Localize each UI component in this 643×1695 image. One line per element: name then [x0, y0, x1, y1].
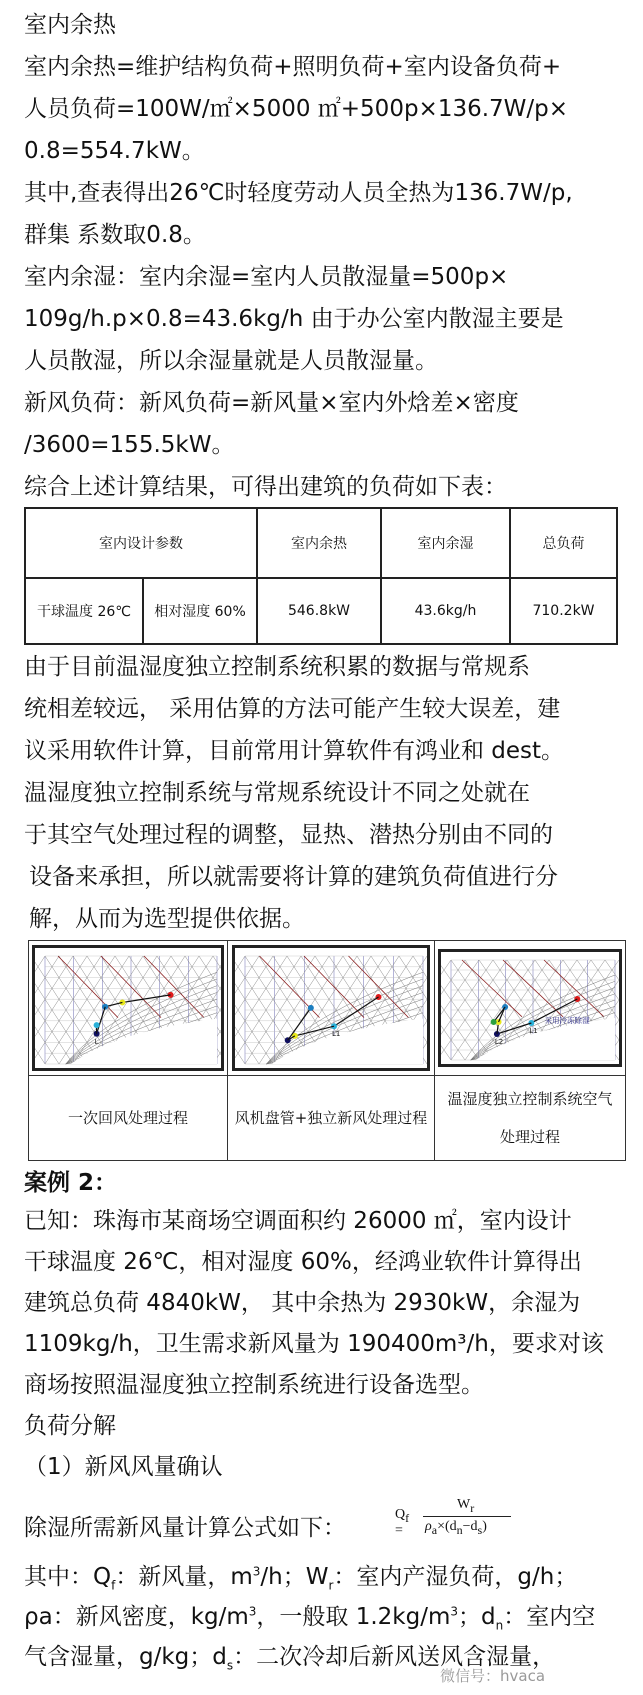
subheading-load-decomposition: 负荷分解 [24, 1413, 116, 1439]
header-cell: 总负荷 [510, 508, 617, 578]
state-point [94, 1022, 100, 1028]
point-label: L1 [332, 1030, 341, 1039]
text-line: 气含湿量，g/kg；$d_s$：二次冷却后新风送风含湿量， [24, 1644, 556, 1673]
text-line: 109g/h.p×0.8=43.6kg/h 由于办公室内散湿主要是 [24, 306, 564, 332]
cell: 546.8kW [257, 578, 381, 644]
text-line: 综合上述计算结果，可得出建筑的负荷如下表： [24, 474, 507, 500]
table-row [25, 578, 617, 644]
text-line: 设备来承担，所以就需要将计算的建筑负荷值进行分 [29, 864, 558, 890]
text-line: 由于目前温湿度独立控制系统积累的数据与常规系 [24, 654, 530, 680]
text-line: 人员负荷=100W/㎡×5000 ㎡+500p×136.7W/p× [24, 96, 569, 122]
cell: 43.6kg/h [381, 578, 510, 644]
load-table [24, 507, 618, 645]
text-line: 1109kg/h，卫生需求新风量为 190400m³/h，要求对该 [24, 1331, 604, 1357]
definitions [24, 1557, 624, 1677]
text-line: 议采用软件计算，目前常用计算软件有鸿业和 dest。 [24, 738, 565, 764]
section-3 [24, 1201, 624, 1488]
text-line: 于其空气处理过程的调整，显热、潜热分别由不同的 [24, 822, 553, 848]
text-line: 干球温度 26℃，相对湿度 60%，经鸿业软件计算得出 [24, 1249, 582, 1275]
formula-intro: 除湿所需新风量计算公式如下： [24, 1515, 346, 1541]
cell: 相对湿度 60% [143, 578, 257, 644]
text-line: 0.8=554.7kW。 [24, 138, 205, 164]
enthalpy-line [544, 960, 604, 1017]
caption: 一次回风处理过程 [29, 1076, 228, 1161]
text-line: 温湿度独立控制系统与常规系统设计不同之处就在 [24, 780, 530, 806]
section-1 [24, 4, 624, 508]
header-cell: 室内余湿 [381, 508, 510, 578]
process-line [295, 1026, 334, 1036]
section-2 [24, 646, 624, 940]
enthalpy-line [349, 956, 409, 1018]
humidity-line [619, 960, 622, 1060]
cell: 710.2kW [510, 578, 617, 644]
case-2-heading: 案例 2： [24, 1170, 118, 1196]
text-line: 统相差较远， 采用估算的方法可能产生较大误差，建 [24, 696, 561, 722]
text-line: 已知：珠海市某商场空调面积约 26000 ㎡，室内设计 [24, 1208, 572, 1234]
heading-indoor-heat: 室内余热 [24, 12, 116, 38]
table-header-row [25, 508, 617, 578]
text-line: 人员散湿，所以余湿量就是人员散湿量。 [24, 348, 438, 374]
enthalpy-line [144, 956, 204, 1018]
text-line: 室内余湿：室内余湿=室内人员散湿量=500p× [24, 264, 509, 290]
humidity-line [438, 960, 451, 1060]
enthalpy-line [427, 956, 430, 1064]
state-point [574, 996, 580, 1002]
point-label: L [94, 1037, 99, 1046]
enthalpy-line [32, 956, 45, 1064]
point-label: L2 [494, 1038, 504, 1046]
header-cell: 室内余热 [257, 508, 381, 578]
text-line: 解，从而为选型提供依据。 [29, 906, 305, 932]
psychrometric-chart-thic [438, 949, 622, 1067]
humidity-line [427, 956, 430, 1064]
subheading-fresh-air-volume: （1）新风风量确认 [24, 1454, 223, 1480]
watermark: 微信号：hvaca [440, 1667, 546, 1685]
process-table [28, 940, 626, 1161]
psychrometric-chart-primary-return-air [32, 945, 224, 1071]
text-line: 建筑总负荷 4840kW， 其中余热为 2930kW，余湿为 [24, 1290, 581, 1316]
state-point [376, 994, 382, 1000]
enthalpy-line [438, 960, 451, 1060]
saturation-mask [272, 1019, 423, 1064]
text-line: 其中：$Q_f$：新风量，$m^3/h$；$W_r$：室内产湿负荷，g/h； [24, 1564, 578, 1593]
text-line: 室内余热=维护结构负荷+照明负荷+室内设备负荷+ [24, 54, 562, 80]
psychrometric-chart-fan-coil-fresh-air [232, 945, 430, 1071]
text-line: 商场按照温湿度独立控制系统进行设备选型。 [24, 1372, 484, 1398]
enthalpy-line [619, 960, 622, 1060]
humidity-line [232, 956, 245, 1064]
point-label: L1 [529, 1027, 538, 1035]
humidity-line [32, 956, 45, 1064]
enthalpy-line [232, 956, 245, 1064]
text-line: /3600=155.5kW。 [24, 432, 235, 458]
caption: 温湿度独立控制系统空气 处理过程 [435, 1076, 626, 1161]
text-line: ρa：新风密度，$kg/m^3$，一般取 $1.2kg/m^3$；$d_n$：室内空 [24, 1604, 596, 1633]
text-line: 其中,查表得出26℃时轻度劳动人员全热为136.7W/p, [24, 180, 573, 206]
text-line: 新风负荷：新风负荷=新风量×室内外焓差×密度 [24, 390, 519, 416]
state-point [308, 1005, 314, 1011]
saturation-mask [71, 1019, 217, 1064]
state-point [491, 1019, 497, 1025]
chart-note: 采用冷冻除湿 [544, 1016, 590, 1025]
text-line: 群集 系数取0.8。 [24, 222, 206, 248]
caption: 风机盘管+独立新风处理过程 [228, 1076, 435, 1161]
cell: 干球温度 26℃ [25, 578, 143, 644]
header-cell: 室内设计参数 [25, 508, 257, 578]
